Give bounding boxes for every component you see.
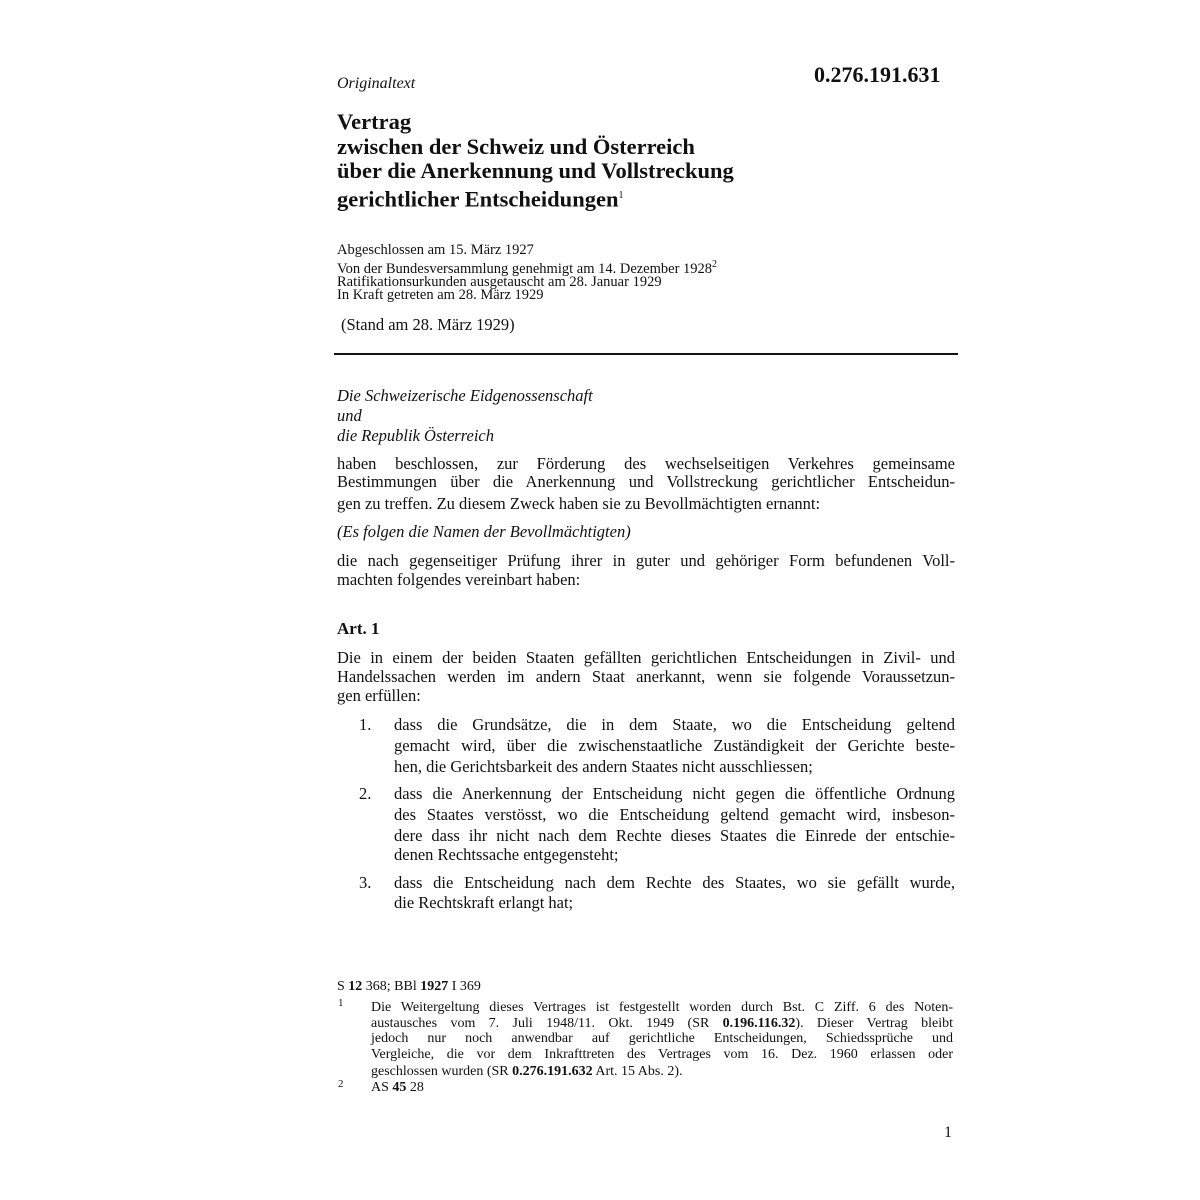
footnote-1-line: Vergleiche, die vor dem Inkrafttreten des Vertrages vom 16. Dez. 1960 erlassen oder [371,1047,953,1062]
party-conjunction: und [337,406,362,425]
meta-approved-text: Von der Bundesversammlung genehmigt am 14. Dezember 1928 [337,260,713,277]
treaty-parties [337,386,593,446]
sr-link[interactable]: 0.276.191.632 [512,1064,593,1079]
footnote-part: geschlossen wurden (SR [371,1064,513,1079]
footnote-part: 45 [392,1080,407,1095]
plenipotentiaries-note: (Es folgen die Namen der Bevollmächtigten) [337,522,631,541]
list-item-number: 2. [359,784,372,803]
list-item-line: dere dass ihr nicht nach dem Rechte dieses Staates die Einrede der entschie- [394,826,955,845]
footnote-part: Art. 15 Abs. 2). [592,1064,683,1079]
list-item-line: dass die Anerkennung der Entscheidung nicht gegen die öffentliche Ordnung [394,784,955,803]
list-item-number: 3. [359,873,372,892]
list-item-line: des Staates verstösst, wo die Entscheidung geltend gemacht wird, insbeson- [394,805,955,824]
list-item-line: denen Rechtssache entgegensteht; [394,845,619,864]
preamble-line: machten folgendes vereinbart haben: [337,570,581,589]
meta-concluded: Abgeschlossen am 15. März 1927 [337,242,534,258]
list-item-line: dass die Grundsätze, die in dem Staate, wo die Entscheidung geltend [394,715,955,734]
footnote-2-text [371,1080,424,1096]
title-line: zwischen der Schweiz und Österreich [337,133,695,159]
article-1-line: gen erfüllen: [337,686,421,705]
sr-link[interactable]: 0.196.116.32 [722,1016,796,1031]
preamble-line: Bestimmungen über die Anerkennung und Vollstreckung gerichtlicher Entscheidun- [337,472,955,491]
list-item-number: 1. [359,715,372,734]
footnote-1-line [371,1017,953,1030]
footnote-1-number: 1 [338,997,344,1009]
source-part: 12 [348,979,363,994]
source-part: 1927 [420,979,449,994]
source-part: S [337,979,349,994]
source-citation [337,979,481,995]
article-1-line: Die in einem der beiden Staaten gefällten gerichtlichen Entscheidungen in Zivil- und [337,648,955,667]
party-switzerland: Die Schweizerische Eidgenossenschaft [337,386,593,405]
title-line [337,184,734,212]
preamble-line: gen zu treffen. Zu diesem Zweck haben sie zu Bevollmächtigten ernannt: [337,494,821,513]
article-1-line: Handelssachen werden im andern Staat anerkannt, wenn sie folgende Voraussetzun- [337,667,955,686]
status-date: (Stand am 28. März 1929) [341,315,515,334]
source-part: 368; BBl [362,979,421,994]
source-part: I 369 [448,979,481,994]
original-text-label: Originaltext [337,75,416,92]
footnote-2-number: 2 [338,1078,344,1090]
title-line-text: gerichtlicher Entscheidungen [337,186,619,211]
sr-number: 0.276.191.631 [814,62,941,87]
footnote-part: ). Dieser Vertrag bleibt [795,1016,953,1031]
meta-in-force: In Kraft getreten am 28. März 1929 [337,287,544,304]
footnote-1-line: Die Weitergeltung dieses Vertrages ist festgestellt worden durch Bst. C Ziff. 6 des Noten- [371,1000,953,1015]
title-line: über die Anerkennung und Vollstreckung [337,158,734,183]
treaty-metadata [337,244,717,303]
footnote-ref-2[interactable]: 2 [712,258,718,270]
list-item-line: dass die Entscheidung nach dem Rechte des Staates, wo sie gefällt wurde, [394,873,955,892]
footnote-ref-1[interactable]: 1 [618,189,624,201]
meta-ratified: Ratifikationsurkunden ausgetauscht am 28. Januar 1929 [337,273,662,290]
list-item-line: gemacht wird, über die zwischenstaatliche Zuständigkeit der Gerichte beste- [394,736,955,755]
document-title [337,110,734,212]
list-item-line: hen, die Gerichtsbarkeit des andern Staates nicht ausschliessen; [394,757,813,776]
list-item-line: die Rechtskraft erlangt hat; [394,893,574,912]
page-number: 1 [944,1124,952,1141]
preamble-line: haben beschlossen, zur Förderung des wechselseitigen Verkehres gemeinsame [337,454,955,473]
footnote-part: austausches vom 7. Juli 1948/11. Okt. 1949 (SR [371,1016,723,1031]
header-divider [334,353,958,355]
footnote-part: 28 [406,1080,424,1095]
title-line: Vertrag [337,109,412,134]
footnote-1-line [371,1064,683,1080]
party-austria: die Republik Österreich [337,426,495,445]
preamble-line: die nach gegenseitiger Prüfung ihrer in guter und gehöriger Form befundenen Voll- [337,551,955,570]
footnote-1-line: jedoch nur noch anwendbar auf gerichtliche Entscheidungen, Schiedssprüche und [371,1031,953,1046]
footnote-part: AS [371,1080,393,1095]
article-1-heading: Art. 1 [337,619,380,638]
